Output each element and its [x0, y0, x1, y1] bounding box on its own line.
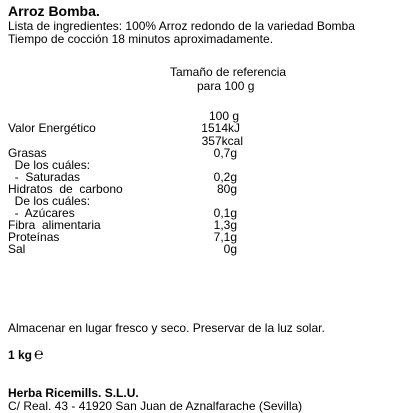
nutrition-label: Hidratos de carbono	[8, 182, 123, 196]
nutrition-label: Proteínas	[8, 230, 60, 244]
nutrition-value: 1514kJ	[201, 121, 240, 135]
nutrition-row	[0, 242, 400, 256]
nutrition-label: Fibra alimentaria	[8, 218, 101, 232]
nutrition-label: Sal	[8, 242, 26, 256]
nutrition-row	[0, 121, 400, 135]
nutrition-label: Grasas	[8, 146, 47, 160]
net-weight-value: 1 kg	[8, 348, 33, 362]
nutrition-label: De los cuáles:	[8, 158, 91, 172]
nutrition-value: 7,1g	[213, 230, 237, 244]
cooking-time-text: Tiempo de cocción 18 minutos aproximadamente.	[8, 32, 274, 46]
nutrition-label: - Azúcares	[8, 206, 75, 220]
ingredients-text: Lista de ingredientes: 100% Arroz redondo de la variedad Bomba	[8, 19, 355, 33]
nutrition-label: De los cuáles:	[8, 194, 91, 208]
nutrition-label: Valor Energético	[8, 121, 96, 135]
nutrition-value: 0,1g	[213, 206, 237, 220]
nutrition-value: 1,3g	[213, 218, 237, 232]
estimated-sign-icon: ℮	[34, 346, 44, 363]
product-title: Arroz Bomba.	[8, 3, 100, 19]
company-name: Herba Ricemills. S.L.U.	[8, 386, 139, 400]
nutrition-value: 357kcal	[201, 134, 243, 148]
nutrition-value: 100 g	[208, 109, 239, 123]
nutrition-value: 80g	[216, 182, 237, 196]
nutrition-value: 0,7g	[213, 146, 237, 160]
storage-instructions: Almacenar en lugar fresco y seco. Preservar de la luz solar.	[8, 321, 325, 335]
net-weight	[8, 348, 44, 362]
reference-size-subheading: para 100 g	[197, 79, 255, 93]
reference-size-heading: Tamaño de referencia	[170, 65, 287, 79]
nutrition-value: 0g	[223, 242, 237, 256]
nutrition-value: 0,2g	[213, 170, 237, 184]
company-address: C/ Real. 43 - 41920 San Juan de Aznalfarache (Sevilla)	[8, 399, 303, 413]
nutrition-label: - Saturadas	[8, 170, 81, 184]
